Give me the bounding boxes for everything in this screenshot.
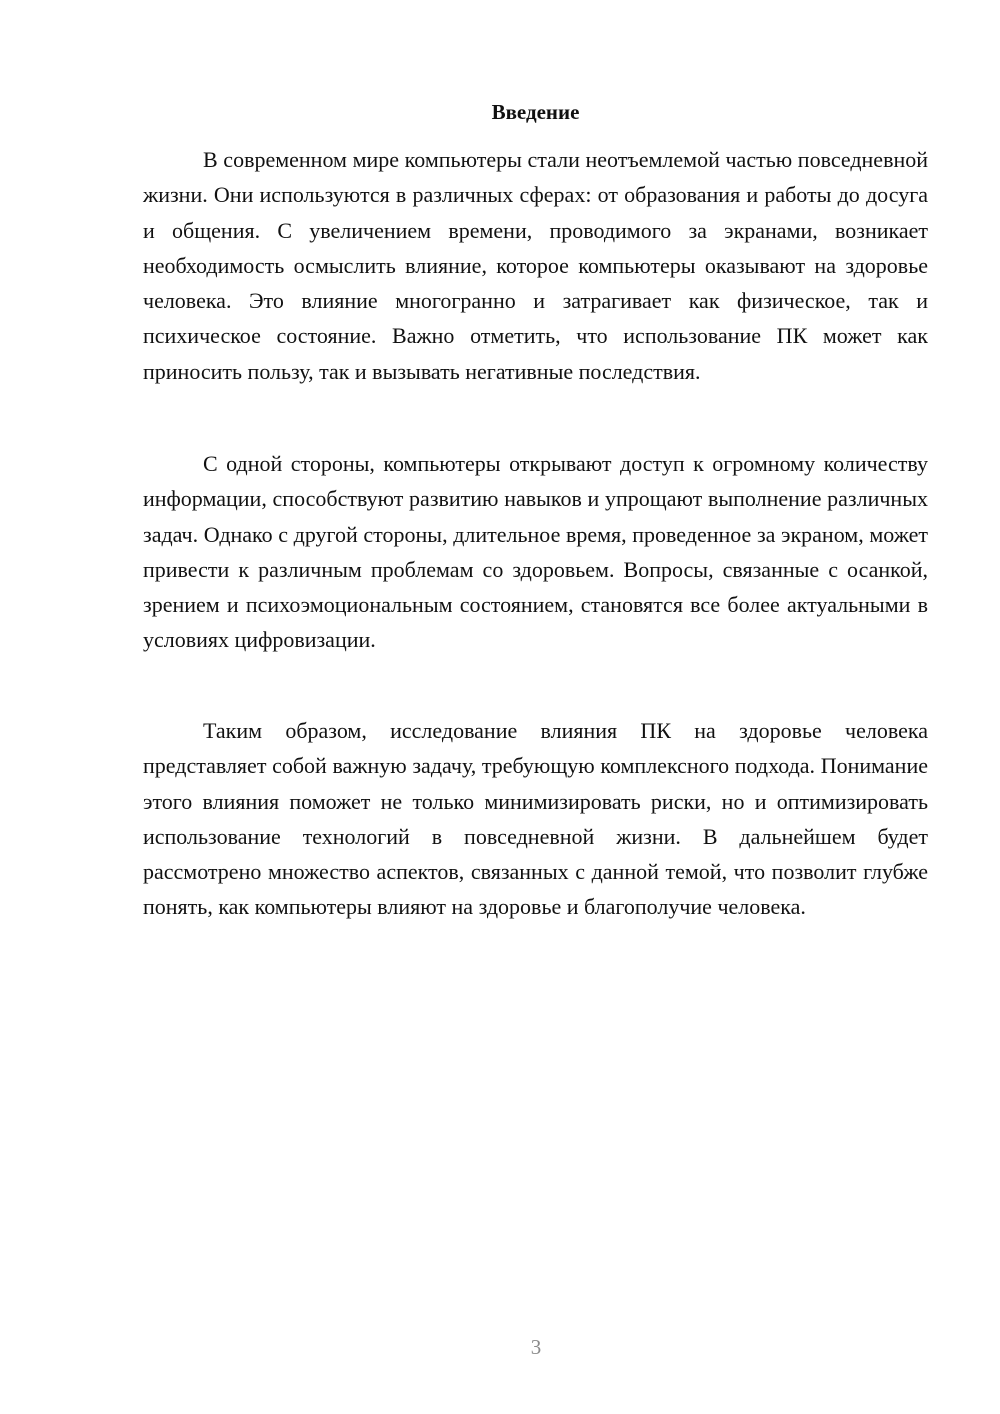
section-title: Введение (491, 100, 580, 124)
paragraph-2: С одной стороны, компьютеры открывают доступ к огромному количеству информации, способствуют развитию навыков и упрощают выполнение различных задач. Однако с другой стороны, длительное время, проведенное за экраном, может привести к различным проблемам со здоровьем. Вопросы, связанные с осанкой, зрением и психоэмоциональным состоянием, становятся все более актуальными в условиях цифровизации. (143, 451, 928, 653)
page-number: 3 (530, 1335, 542, 1359)
paragraph-3: Таким образом, исследование влияния ПК на здоровье человека представляет собой важную задачу, требующую комплексного подхода. Понимание этого влияния поможет не только минимизировать риски, но и оптимизировать использование технологий в повседневной жизни. В дальнейшем будет рассмотрено множество аспектов, связанных с данной темой, что позволит глубже понять, как компьютеры влияют на здоровье и благополучие человека. (143, 718, 928, 920)
paragraph-1: В современном мире компьютеры стали неотъемлемой частью повседневной жизни. Они используются в различных сферах: от образования и работы до досуга и общения. С увеличением времени, проводимого за экранами, возникает необходимость осмыслить влияние, которое компьютеры оказывают на здоровье человека. Это влияние многогранно и затрагивает как физическое, так и психическое состояние. Важно отметить, что использование ПК может как приносить пользу, так и вызывать негативные последствия. (143, 147, 928, 384)
